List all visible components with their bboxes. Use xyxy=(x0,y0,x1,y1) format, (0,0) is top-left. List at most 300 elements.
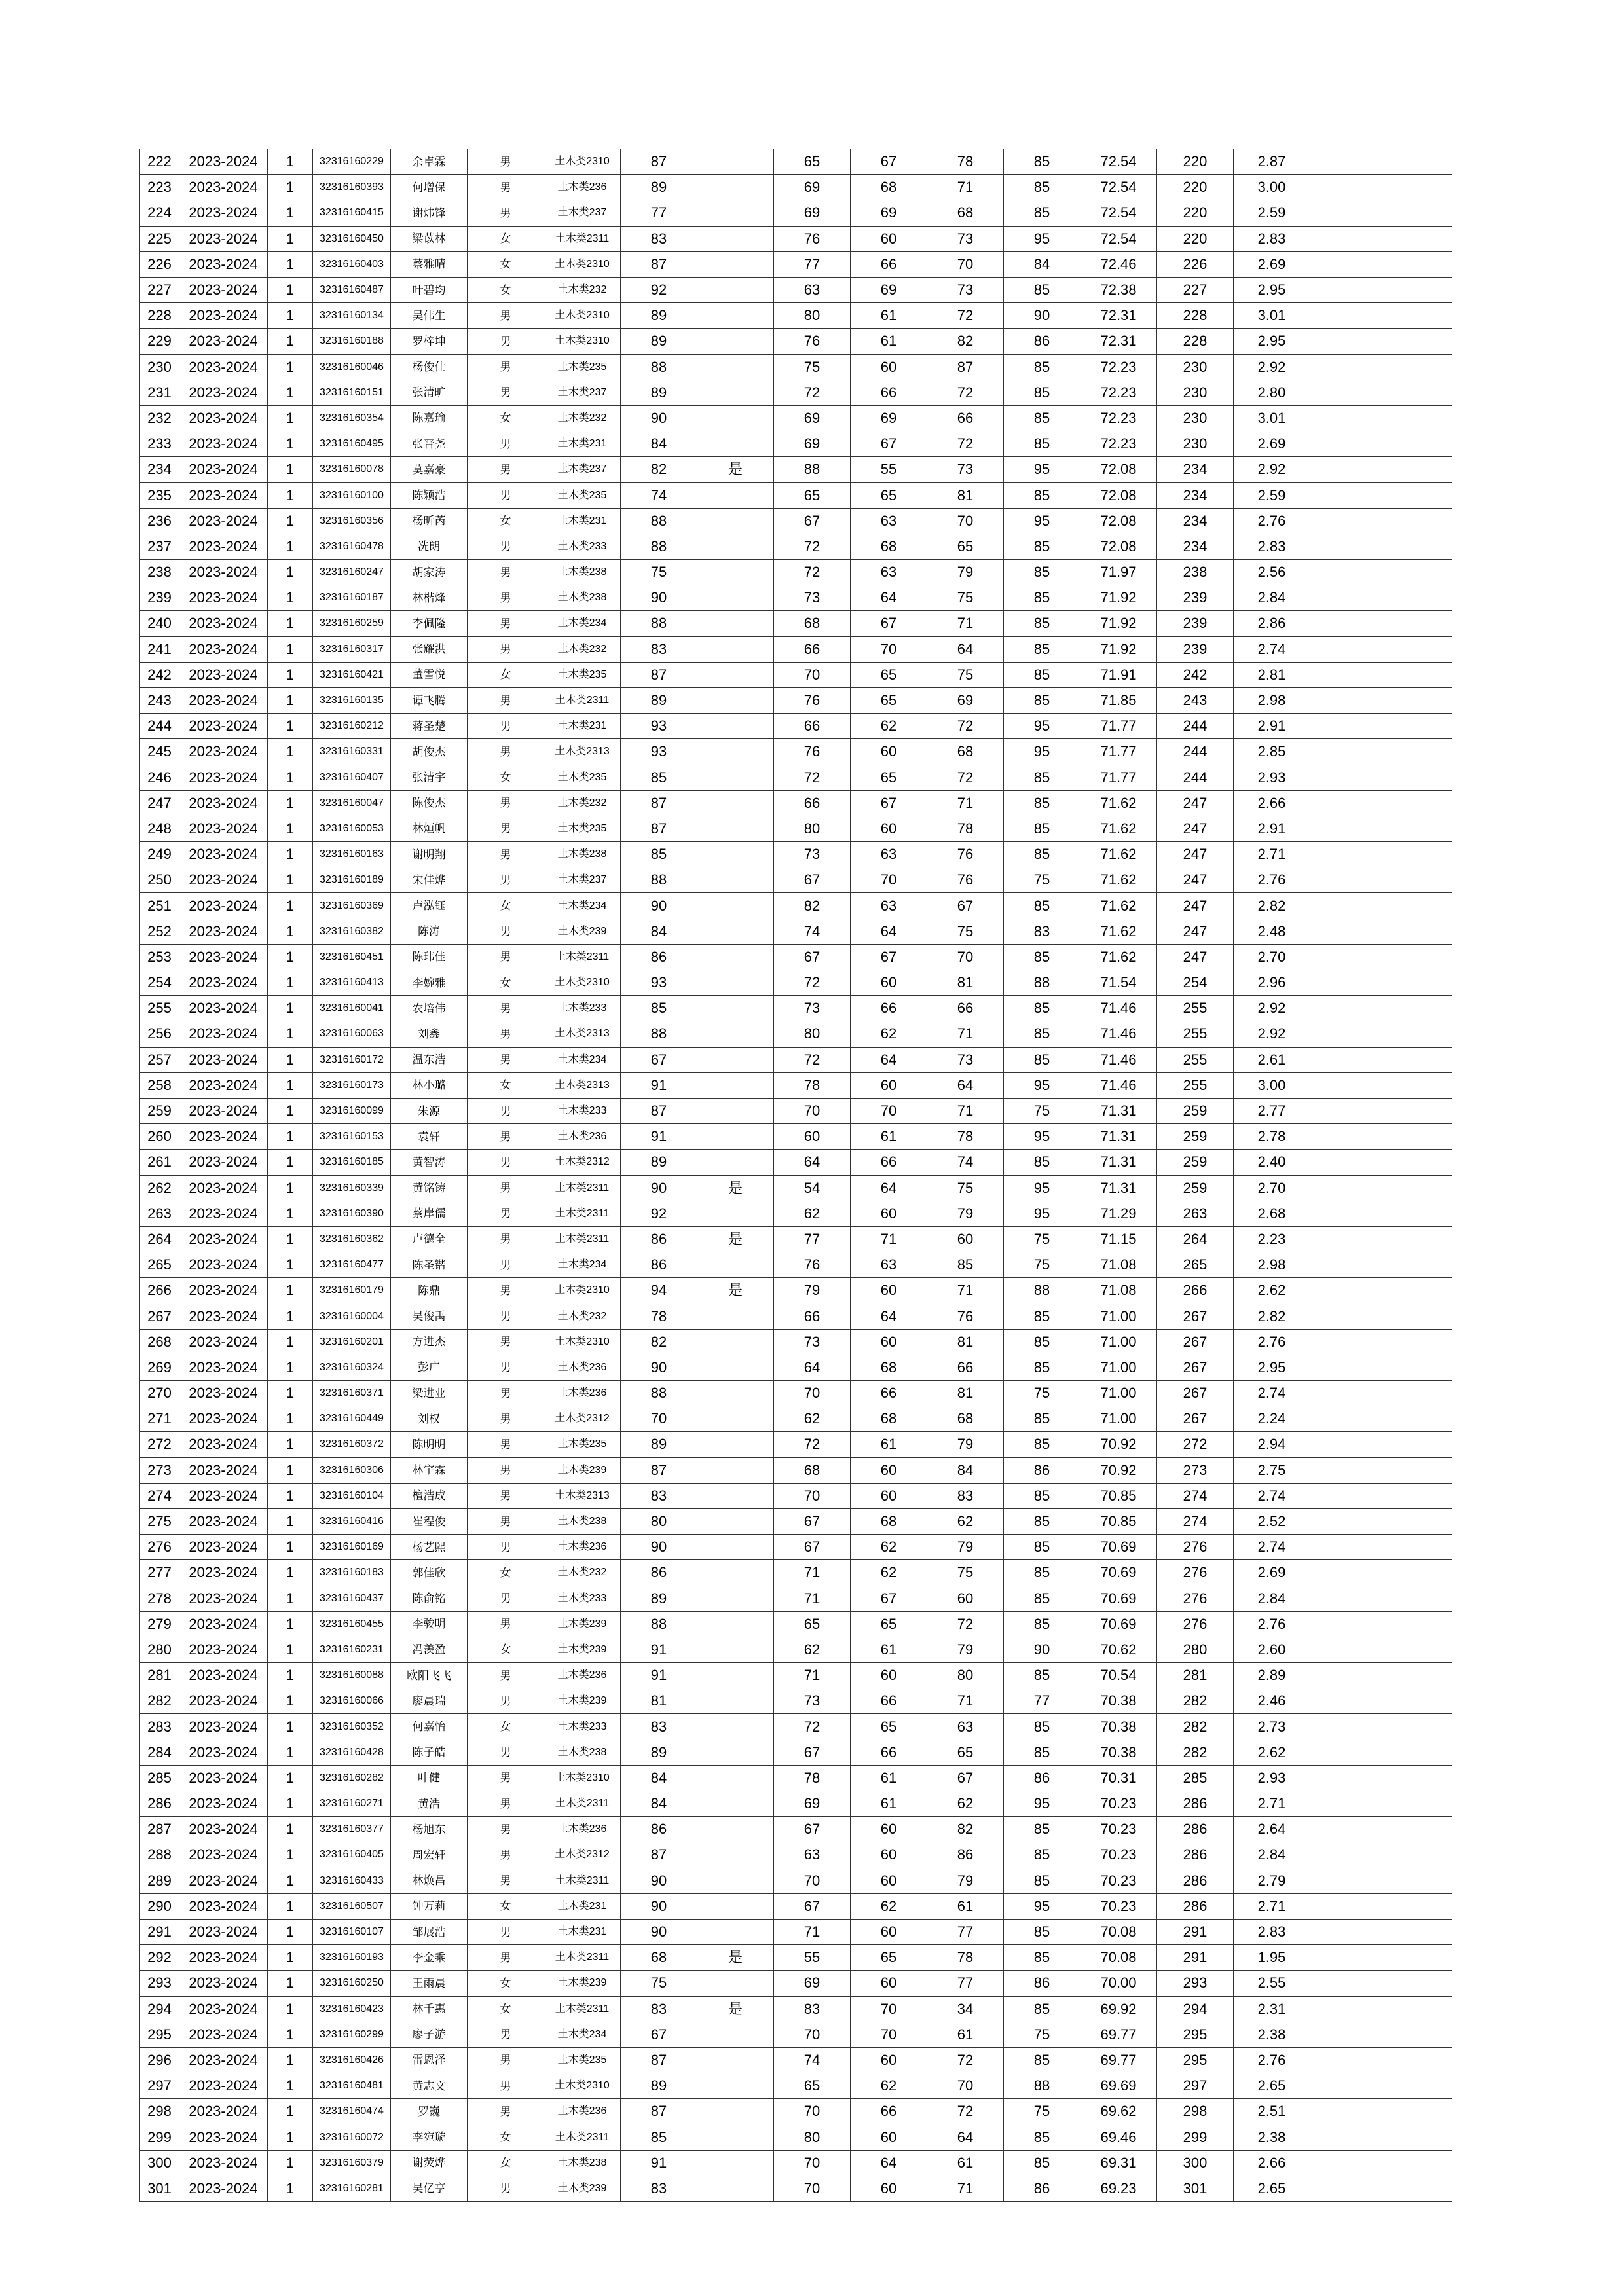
rank: 239 xyxy=(1157,585,1234,611)
row-number: 296 xyxy=(140,2047,179,2073)
extra-cell xyxy=(1310,1714,1452,1740)
score-1: 90 xyxy=(621,405,697,431)
extra-cell xyxy=(1310,1278,1452,1303)
row-number: 225 xyxy=(140,226,179,251)
rank: 286 xyxy=(1157,1842,1234,1868)
student-id: 32316160004 xyxy=(313,1303,391,1329)
class-name: 土木类2312 xyxy=(544,1842,621,1868)
score-2: 66 xyxy=(774,1303,851,1329)
flag-mark xyxy=(697,1406,774,1432)
rank: 247 xyxy=(1157,867,1234,893)
score-2: 78 xyxy=(774,1765,851,1791)
score-3: 60 xyxy=(851,739,927,765)
score-5: 85 xyxy=(1004,1021,1080,1047)
rank: 294 xyxy=(1157,1996,1234,2022)
table-row xyxy=(140,714,1452,739)
score-5: 85 xyxy=(1004,1740,1080,1765)
gpa: 2.59 xyxy=(1234,483,1310,508)
table-row xyxy=(140,1047,1452,1072)
table-row xyxy=(140,842,1452,867)
rank: 295 xyxy=(1157,2022,1234,2047)
gender: 男 xyxy=(468,1842,544,1868)
academic-year: 2023-2024 xyxy=(179,200,268,226)
extra-cell xyxy=(1310,1355,1452,1380)
student-name: 周宏轩 xyxy=(391,1842,468,1868)
row-number: 239 xyxy=(140,585,179,611)
student-name: 吴俊禹 xyxy=(391,1303,468,1329)
gpa: 2.76 xyxy=(1234,508,1310,534)
average-score: 72.54 xyxy=(1080,200,1157,226)
gender: 男 xyxy=(468,534,544,559)
score-3: 66 xyxy=(851,380,927,405)
gpa: 2.95 xyxy=(1234,1355,1310,1380)
score-3: 62 xyxy=(851,714,927,739)
table-row xyxy=(140,944,1452,970)
rank: 281 xyxy=(1157,1663,1234,1688)
score-2: 80 xyxy=(774,2124,851,2150)
rank: 247 xyxy=(1157,816,1234,841)
student-id: 32316160487 xyxy=(313,277,391,302)
rank: 282 xyxy=(1157,1714,1234,1740)
gender: 男 xyxy=(468,636,544,662)
extra-cell xyxy=(1310,251,1452,277)
score-1: 92 xyxy=(621,277,697,302)
average-score: 69.92 xyxy=(1080,1996,1157,2022)
class-name: 土木类234 xyxy=(544,1252,621,1278)
academic-year: 2023-2024 xyxy=(179,431,268,457)
student-name: 杨艺熙 xyxy=(391,1535,468,1560)
score-5: 95 xyxy=(1004,1175,1080,1201)
score-4: 67 xyxy=(927,1765,1004,1791)
class-name: 土木类232 xyxy=(544,1303,621,1329)
table-row xyxy=(140,1842,1452,1868)
student-id: 32316160066 xyxy=(313,1688,391,1714)
average-score: 71.62 xyxy=(1080,944,1157,970)
average-score: 72.23 xyxy=(1080,405,1157,431)
student-name: 刘鑫 xyxy=(391,1021,468,1047)
score-1: 85 xyxy=(621,842,697,867)
student-id: 32316160339 xyxy=(313,1175,391,1201)
flag-mark xyxy=(697,1663,774,1688)
class-name: 土木类2311 xyxy=(544,1201,621,1226)
score-4: 75 xyxy=(927,1560,1004,1586)
score-3: 63 xyxy=(851,560,927,585)
academic-year: 2023-2024 xyxy=(179,944,268,970)
extra-cell xyxy=(1310,1124,1452,1150)
row-number: 238 xyxy=(140,560,179,585)
score-5: 75 xyxy=(1004,2022,1080,2047)
table-row xyxy=(140,1303,1452,1329)
academic-year: 2023-2024 xyxy=(179,483,268,508)
score-2: 67 xyxy=(774,1740,851,1765)
rank: 247 xyxy=(1157,790,1234,816)
score-1: 88 xyxy=(621,867,697,893)
class-name: 土木类238 xyxy=(544,842,621,867)
semester: 1 xyxy=(268,1072,313,1098)
score-5: 83 xyxy=(1004,919,1080,944)
score-5: 75 xyxy=(1004,1252,1080,1278)
score-5: 85 xyxy=(1004,687,1080,713)
gpa: 2.73 xyxy=(1234,1714,1310,1740)
gender: 女 xyxy=(468,662,544,687)
flag-mark xyxy=(697,1560,774,1586)
semester: 1 xyxy=(268,842,313,867)
score-5: 85 xyxy=(1004,1868,1080,1893)
score-1: 77 xyxy=(621,200,697,226)
score-4: 72 xyxy=(927,303,1004,329)
table-row xyxy=(140,867,1452,893)
rank: 220 xyxy=(1157,149,1234,175)
score-2: 67 xyxy=(774,1535,851,1560)
gender: 男 xyxy=(468,303,544,329)
gender: 男 xyxy=(468,1303,544,1329)
student-name: 邹展浩 xyxy=(391,1919,468,1944)
student-id: 32316160478 xyxy=(313,534,391,559)
gender: 男 xyxy=(468,1150,544,1175)
score-1: 90 xyxy=(621,1868,697,1893)
student-name: 李金乘 xyxy=(391,1945,468,1971)
student-name: 陈俞铭 xyxy=(391,1586,468,1611)
gpa: 3.01 xyxy=(1234,405,1310,431)
gender: 男 xyxy=(468,1329,544,1355)
score-1: 88 xyxy=(621,508,697,534)
table-row xyxy=(140,1329,1452,1355)
semester: 1 xyxy=(268,2073,313,2099)
semester: 1 xyxy=(268,1945,313,1971)
row-number: 300 xyxy=(140,2150,179,2176)
score-3: 71 xyxy=(851,1226,927,1252)
score-3: 66 xyxy=(851,2099,927,2124)
score-2: 74 xyxy=(774,2047,851,2073)
score-2: 76 xyxy=(774,739,851,765)
flag-mark xyxy=(697,251,774,277)
score-2: 54 xyxy=(774,1175,851,1201)
table-row xyxy=(140,1252,1452,1278)
student-id: 32316160173 xyxy=(313,1072,391,1098)
gender: 男 xyxy=(468,1483,544,1508)
extra-cell xyxy=(1310,303,1452,329)
row-number: 257 xyxy=(140,1047,179,1072)
rank: 293 xyxy=(1157,1971,1234,1996)
class-name: 土木类236 xyxy=(544,175,621,200)
row-number: 299 xyxy=(140,2124,179,2150)
score-5: 85 xyxy=(1004,2124,1080,2150)
score-4: 69 xyxy=(927,687,1004,713)
flag-mark: 是 xyxy=(697,1226,774,1252)
row-number: 241 xyxy=(140,636,179,662)
student-id: 32316160352 xyxy=(313,1714,391,1740)
gpa: 2.89 xyxy=(1234,1663,1310,1688)
semester: 1 xyxy=(268,816,313,841)
academic-year: 2023-2024 xyxy=(179,739,268,765)
score-3: 55 xyxy=(851,457,927,483)
gender: 男 xyxy=(468,1406,544,1432)
flag-mark xyxy=(697,2150,774,2176)
rank: 230 xyxy=(1157,405,1234,431)
student-id: 32316160281 xyxy=(313,2176,391,2201)
class-name: 土木类234 xyxy=(544,893,621,919)
class-name: 土木类2311 xyxy=(544,2124,621,2150)
academic-year: 2023-2024 xyxy=(179,1945,268,1971)
table-row xyxy=(140,1508,1452,1534)
score-5: 85 xyxy=(1004,1508,1080,1534)
gpa: 2.98 xyxy=(1234,687,1310,713)
score-3: 67 xyxy=(851,431,927,457)
score-5: 85 xyxy=(1004,560,1080,585)
flag-mark xyxy=(697,1535,774,1560)
table-row xyxy=(140,1688,1452,1714)
rank: 220 xyxy=(1157,200,1234,226)
score-1: 89 xyxy=(621,329,697,354)
student-name: 黄智涛 xyxy=(391,1150,468,1175)
average-score: 71.15 xyxy=(1080,1226,1157,1252)
gpa: 2.94 xyxy=(1234,1432,1310,1457)
gpa: 2.83 xyxy=(1234,1919,1310,1944)
score-4: 80 xyxy=(927,1663,1004,1688)
table-row xyxy=(140,405,1452,431)
gpa: 2.82 xyxy=(1234,1303,1310,1329)
table-row xyxy=(140,1586,1452,1611)
rank: 267 xyxy=(1157,1406,1234,1432)
average-score: 70.62 xyxy=(1080,1637,1157,1662)
score-2: 69 xyxy=(774,175,851,200)
gender: 男 xyxy=(468,1688,544,1714)
student-name: 李宛璇 xyxy=(391,2124,468,2150)
gender: 女 xyxy=(468,765,544,790)
student-name: 黄浩 xyxy=(391,1791,468,1817)
flag-mark xyxy=(697,329,774,354)
score-4: 71 xyxy=(927,1688,1004,1714)
student-id: 32316160179 xyxy=(313,1278,391,1303)
table-row xyxy=(140,970,1452,996)
flag-mark xyxy=(697,405,774,431)
flag-mark xyxy=(697,1740,774,1765)
academic-year: 2023-2024 xyxy=(179,867,268,893)
score-3: 61 xyxy=(851,329,927,354)
class-name: 土木类232 xyxy=(544,636,621,662)
semester: 1 xyxy=(268,1508,313,1534)
gender: 男 xyxy=(468,354,544,380)
row-number: 282 xyxy=(140,1688,179,1714)
score-4: 62 xyxy=(927,1791,1004,1817)
gpa: 2.86 xyxy=(1234,611,1310,636)
semester: 1 xyxy=(268,1098,313,1123)
score-1: 83 xyxy=(621,636,697,662)
average-score: 72.23 xyxy=(1080,354,1157,380)
row-number: 263 xyxy=(140,1201,179,1226)
score-2: 65 xyxy=(774,483,851,508)
student-name: 陈俊杰 xyxy=(391,790,468,816)
extra-cell xyxy=(1310,842,1452,867)
class-name: 土木类2310 xyxy=(544,1765,621,1791)
row-number: 280 xyxy=(140,1637,179,1662)
flag-mark xyxy=(697,1483,774,1508)
score-5: 85 xyxy=(1004,149,1080,175)
score-4: 65 xyxy=(927,1740,1004,1765)
score-1: 87 xyxy=(621,2099,697,2124)
semester: 1 xyxy=(268,765,313,790)
score-5: 85 xyxy=(1004,1047,1080,1072)
student-name: 陈涛 xyxy=(391,919,468,944)
student-id: 32316160306 xyxy=(313,1457,391,1483)
gender: 男 xyxy=(468,1535,544,1560)
gpa: 2.76 xyxy=(1234,867,1310,893)
student-id: 32316160393 xyxy=(313,175,391,200)
row-number: 226 xyxy=(140,251,179,277)
student-name: 朱源 xyxy=(391,1098,468,1123)
semester: 1 xyxy=(268,1817,313,1842)
score-5: 85 xyxy=(1004,277,1080,302)
score-4: 73 xyxy=(927,277,1004,302)
score-4: 87 xyxy=(927,354,1004,380)
student-name: 董雪悦 xyxy=(391,662,468,687)
gpa: 2.56 xyxy=(1234,560,1310,585)
academic-year: 2023-2024 xyxy=(179,1303,268,1329)
student-id: 32316160369 xyxy=(313,893,391,919)
student-name: 陈玮佳 xyxy=(391,944,468,970)
score-1: 90 xyxy=(621,585,697,611)
extra-cell xyxy=(1310,1047,1452,1072)
score-1: 75 xyxy=(621,560,697,585)
score-2: 80 xyxy=(774,1021,851,1047)
student-name: 吴亿亨 xyxy=(391,2176,468,2201)
score-3: 60 xyxy=(851,226,927,251)
score-2: 73 xyxy=(774,842,851,867)
semester: 1 xyxy=(268,996,313,1021)
rank: 244 xyxy=(1157,765,1234,790)
flag-mark xyxy=(697,1329,774,1355)
score-2: 88 xyxy=(774,457,851,483)
class-name: 土木类239 xyxy=(544,1637,621,1662)
student-id: 32316160259 xyxy=(313,611,391,636)
score-1: 82 xyxy=(621,1329,697,1355)
academic-year: 2023-2024 xyxy=(179,251,268,277)
class-name: 土木类231 xyxy=(544,1919,621,1944)
rank: 230 xyxy=(1157,380,1234,405)
average-score: 71.31 xyxy=(1080,1098,1157,1123)
row-number: 259 xyxy=(140,1098,179,1123)
score-5: 85 xyxy=(1004,405,1080,431)
gender: 男 xyxy=(468,149,544,175)
gender: 男 xyxy=(468,1098,544,1123)
semester: 1 xyxy=(268,483,313,508)
gender: 男 xyxy=(468,714,544,739)
flag-mark xyxy=(697,893,774,919)
gender: 男 xyxy=(468,944,544,970)
score-3: 60 xyxy=(851,1919,927,1944)
extra-cell xyxy=(1310,1021,1452,1047)
student-id: 32316160104 xyxy=(313,1483,391,1508)
score-5: 88 xyxy=(1004,1278,1080,1303)
row-number: 287 xyxy=(140,1817,179,1842)
student-id: 32316160072 xyxy=(313,2124,391,2150)
score-1: 83 xyxy=(621,226,697,251)
gpa: 2.77 xyxy=(1234,1098,1310,1123)
class-name: 土木类234 xyxy=(544,1047,621,1072)
rank: 276 xyxy=(1157,1535,1234,1560)
gender: 男 xyxy=(468,1124,544,1150)
gpa: 2.31 xyxy=(1234,1996,1310,2022)
gpa: 2.85 xyxy=(1234,739,1310,765)
score-5: 88 xyxy=(1004,2073,1080,2099)
row-number: 291 xyxy=(140,1919,179,1944)
student-id: 32316160046 xyxy=(313,354,391,380)
score-2: 67 xyxy=(774,1893,851,1919)
rank: 286 xyxy=(1157,1817,1234,1842)
score-3: 68 xyxy=(851,1406,927,1432)
flag-mark: 是 xyxy=(697,1278,774,1303)
student-name: 胡俊杰 xyxy=(391,739,468,765)
flag-mark xyxy=(697,2176,774,2201)
academic-year: 2023-2024 xyxy=(179,560,268,585)
score-5: 85 xyxy=(1004,200,1080,226)
row-number: 301 xyxy=(140,2176,179,2201)
class-name: 土木类232 xyxy=(544,790,621,816)
flag-mark xyxy=(697,200,774,226)
score-3: 68 xyxy=(851,175,927,200)
student-id: 32316160403 xyxy=(313,251,391,277)
ranking-table xyxy=(139,149,1452,2202)
extra-cell xyxy=(1310,2124,1452,2150)
row-number: 256 xyxy=(140,1021,179,1047)
score-2: 65 xyxy=(774,2073,851,2099)
row-number: 289 xyxy=(140,1868,179,1893)
academic-year: 2023-2024 xyxy=(179,405,268,431)
row-number: 278 xyxy=(140,1586,179,1611)
table-row xyxy=(140,149,1452,175)
gpa: 2.40 xyxy=(1234,1150,1310,1175)
academic-year: 2023-2024 xyxy=(179,1560,268,1586)
flag-mark xyxy=(697,1201,774,1226)
flag-mark xyxy=(697,1252,774,1278)
score-3: 62 xyxy=(851,1535,927,1560)
gender: 男 xyxy=(468,1791,544,1817)
score-5: 85 xyxy=(1004,431,1080,457)
score-5: 85 xyxy=(1004,1611,1080,1637)
gender: 女 xyxy=(468,1072,544,1098)
extra-cell xyxy=(1310,816,1452,841)
rank: 297 xyxy=(1157,2073,1234,2099)
score-4: 79 xyxy=(927,1432,1004,1457)
class-name: 土木类234 xyxy=(544,611,621,636)
score-5: 85 xyxy=(1004,1919,1080,1944)
score-1: 86 xyxy=(621,1817,697,1842)
gpa: 2.38 xyxy=(1234,2022,1310,2047)
semester: 1 xyxy=(268,919,313,944)
average-score: 70.38 xyxy=(1080,1688,1157,1714)
class-name: 土木类236 xyxy=(544,2099,621,2124)
score-3: 70 xyxy=(851,1996,927,2022)
table-row xyxy=(140,354,1452,380)
extra-cell xyxy=(1310,1252,1452,1278)
flag-mark xyxy=(697,1432,774,1457)
score-4: 70 xyxy=(927,944,1004,970)
score-1: 85 xyxy=(621,2124,697,2150)
score-2: 76 xyxy=(774,226,851,251)
extra-cell xyxy=(1310,175,1452,200)
table-row xyxy=(140,508,1452,534)
table-row xyxy=(140,431,1452,457)
rank: 285 xyxy=(1157,1765,1234,1791)
academic-year: 2023-2024 xyxy=(179,919,268,944)
table-row xyxy=(140,200,1452,226)
score-1: 83 xyxy=(621,1996,697,2022)
student-name: 陈子皓 xyxy=(391,1740,468,1765)
score-5: 85 xyxy=(1004,1714,1080,1740)
flag-mark xyxy=(697,1124,774,1150)
score-2: 70 xyxy=(774,2099,851,2124)
score-2: 65 xyxy=(774,149,851,175)
